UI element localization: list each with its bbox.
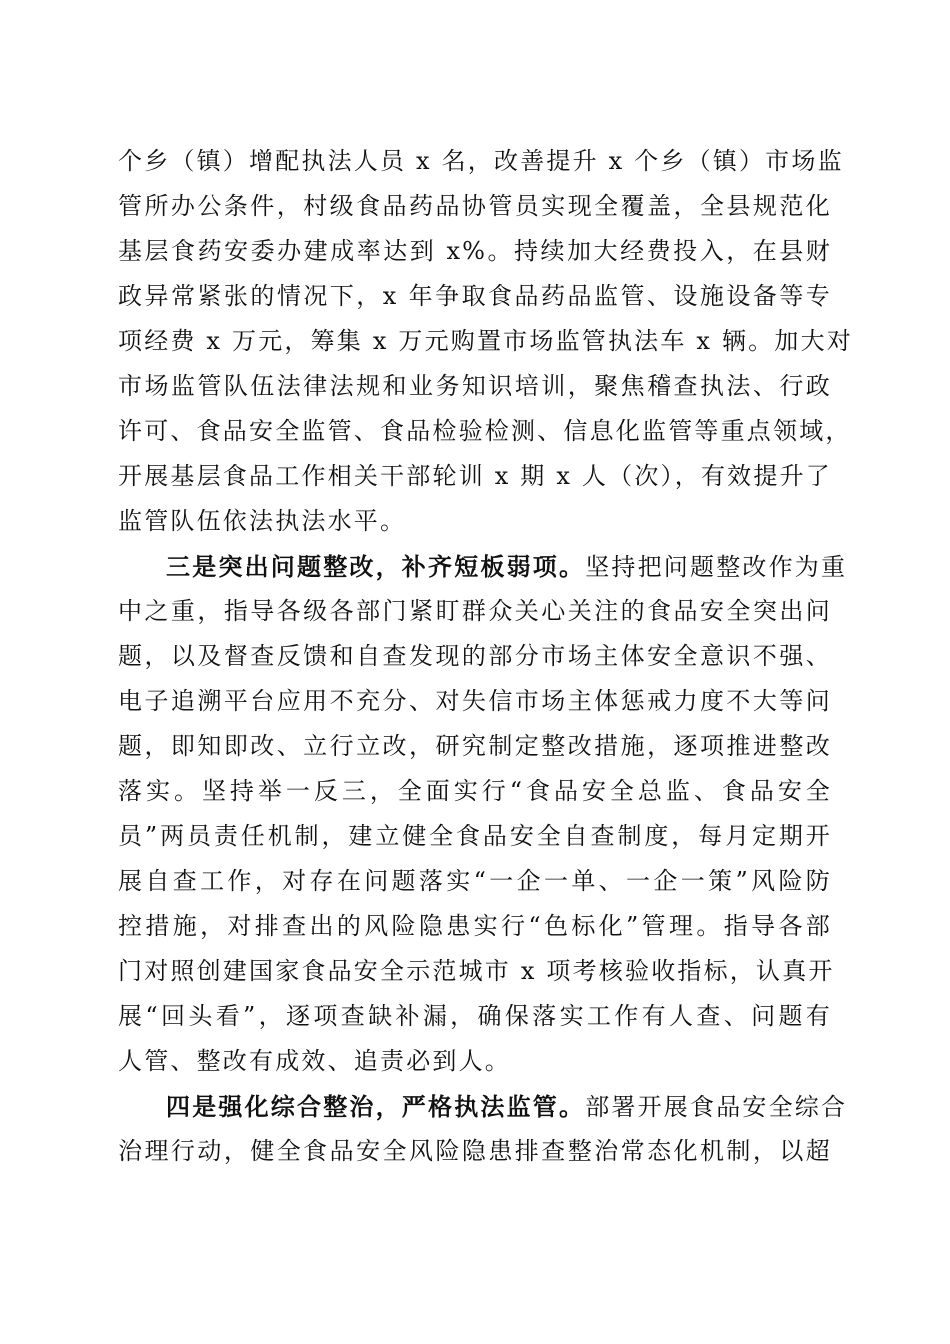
paragraph-lead-heading: 四是强化综合整治，严格执法监管。 <box>166 1092 586 1121</box>
paragraph-lead-heading: 三是突出问题整改，补齐短板弱项。 <box>166 552 586 581</box>
text-line: 政异常紧张的情况下，x 年争取食品药品监管、设施设备等专 <box>118 282 832 310</box>
text-line: 展“回头看”，逐项查缺补漏，确保落实工作有人查、问题有 <box>118 1002 832 1030</box>
text-line: 监管队伍依法执法水平。 <box>118 507 407 535</box>
text-line: 题，以及督查反馈和自查发现的部分市场主体安全意识不强、 <box>118 642 832 670</box>
text-line: 管所办公条件，村级食品药品协管员实现全覆盖，全县规范化 <box>118 192 832 220</box>
text-line: 控措施，对排查出的风险隐患实行“色标化”管理。指导各部 <box>118 912 832 940</box>
text-line: 门对照创建国家食品安全示范城市 x 项考核验收指标，认真开 <box>118 957 835 985</box>
text-line: 个乡（镇）增配执法人员 x 名，改善提升 x 个乡（镇）市场监 <box>118 147 844 175</box>
text-line: 员”两员责任机制，建立健全食品安全自查制度，每月定期开 <box>118 822 832 850</box>
text-line: 治理行动，健全食品安全风险隐患排查整治常态化机制，以超 <box>118 1137 832 1165</box>
paragraph-comprehensive-rectification <box>118 1084 848 1174</box>
text-line: 许可、食品安全监管、食品检验检测、信息化监管等重点领域， <box>118 417 852 445</box>
paragraph-first-line <box>118 1084 848 1129</box>
text-fragment: 部署开展食品安全综合 <box>585 1093 848 1121</box>
paragraph-staffing-funding <box>118 139 853 544</box>
text-line: 人管、整改有成效、追责必到人。 <box>118 1047 511 1075</box>
text-line: 电子追溯平台应用不充分、对失信市场主体惩戒力度不大等问 <box>118 687 832 715</box>
text-line: 中之重，指导各级各部门紧盯群众关心关注的食品安全突出问 <box>118 597 832 625</box>
text-line: 基层食药安委办建成率达到 x%。持续加大经费投入，在县财 <box>118 237 832 265</box>
text-fragment: 坚持把问题整改作为重 <box>585 553 848 581</box>
text-line: 展自查工作，对存在问题落实“一企一单、一企一策”风险防 <box>118 867 832 895</box>
text-line: 题，即知即改、立行立改，研究制定整改措施，逐项推进整改 <box>118 732 832 760</box>
text-line: 落实。坚持举一反三，全面实行“食品安全总监、食品安全 <box>118 777 832 805</box>
text-line: 项经费 x 万元，筹集 x 万元购置市场监管执法车 x 辆。加大对 <box>118 327 853 355</box>
text-line: 开展基层食品工作相关干部轮训 x 期 x 人（次），有效提升了 <box>118 462 832 490</box>
text-line: 市场监管队伍法律法规和业务知识培训，聚焦稽查执法、行政 <box>118 372 832 400</box>
paragraph-first-line <box>118 544 848 589</box>
paragraph-problem-rectification <box>118 544 848 1084</box>
